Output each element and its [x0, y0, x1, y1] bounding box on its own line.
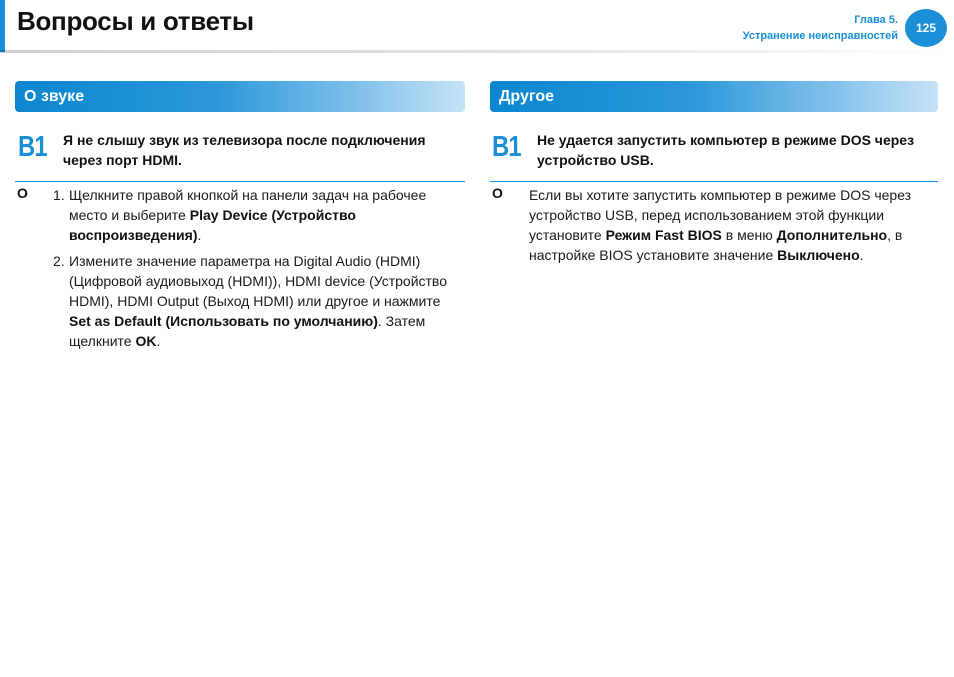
section-header-other: Другое: [490, 81, 938, 112]
page-title: Вопросы и ответы: [17, 6, 254, 36]
section-header-sound: О звуке: [15, 81, 465, 112]
step-number: 2.: [53, 253, 65, 269]
step-text-part: Щелкните правой кнопкой на панели задач на рабочее место и выберите: [69, 187, 427, 223]
step-menu-item: Play Device (Устройство воспроизведения): [69, 207, 356, 243]
question-text: Я не слышу звук из телевизора после подключения через порт HDMI.: [63, 132, 426, 168]
answer-marker: O: [17, 185, 28, 201]
answer-menu-item: Выключено: [777, 247, 860, 263]
question-label: B1: [18, 131, 47, 163]
question-label: B1: [492, 131, 521, 163]
question-divider: [15, 181, 465, 182]
question-divider: [490, 181, 938, 182]
chapter-title: Устранение неисправностей: [742, 30, 898, 42]
step-text-part: . Затем щелкните: [69, 313, 426, 349]
step-text-part: Измените значение параметра на Digital Audio (HDMI) (Цифровой аудиовыход (HDMI)), HDMI device (Устройство HDMI), HDMI Output (Выход HDMI) или другое и нажмите: [69, 253, 447, 309]
answer-marker: O: [492, 185, 503, 201]
step-menu-item: Set as Default (Использовать по умолчанию): [69, 313, 378, 329]
answer-steps: [53, 185, 465, 351]
chapter-number: Глава 5.: [854, 14, 898, 26]
answer-step: [53, 251, 465, 351]
step-text-part: .: [156, 333, 161, 349]
answer-menu-item: Дополнительно: [776, 227, 888, 243]
chapter-label: [743, 12, 898, 44]
answer-text-part: , в настройке BIOS установите значение: [529, 227, 903, 263]
header-accent-bar: [0, 0, 5, 52]
step-text-part: .: [197, 227, 202, 243]
step-menu-item: OK: [135, 333, 157, 349]
answer-step: [53, 185, 465, 245]
answer-text: [529, 185, 938, 265]
step-text: [69, 251, 465, 351]
step-number: 1.: [53, 187, 65, 203]
answer-text-part: в меню: [721, 227, 777, 243]
step-text: [69, 185, 465, 245]
answer-text-part: Если вы хотите запустить компьютер в режиме DOS через устройство USB, перед использованием этой функции установите: [529, 187, 912, 243]
answer-menu-item: Режим Fast BIOS: [605, 227, 722, 243]
header-divider: [0, 50, 954, 53]
question-text: Не удается запустить компьютер в режиме DOS через устройство USB.: [537, 132, 915, 168]
answer-text-part: .: [859, 247, 864, 263]
page-number-badge: 125: [905, 9, 947, 47]
